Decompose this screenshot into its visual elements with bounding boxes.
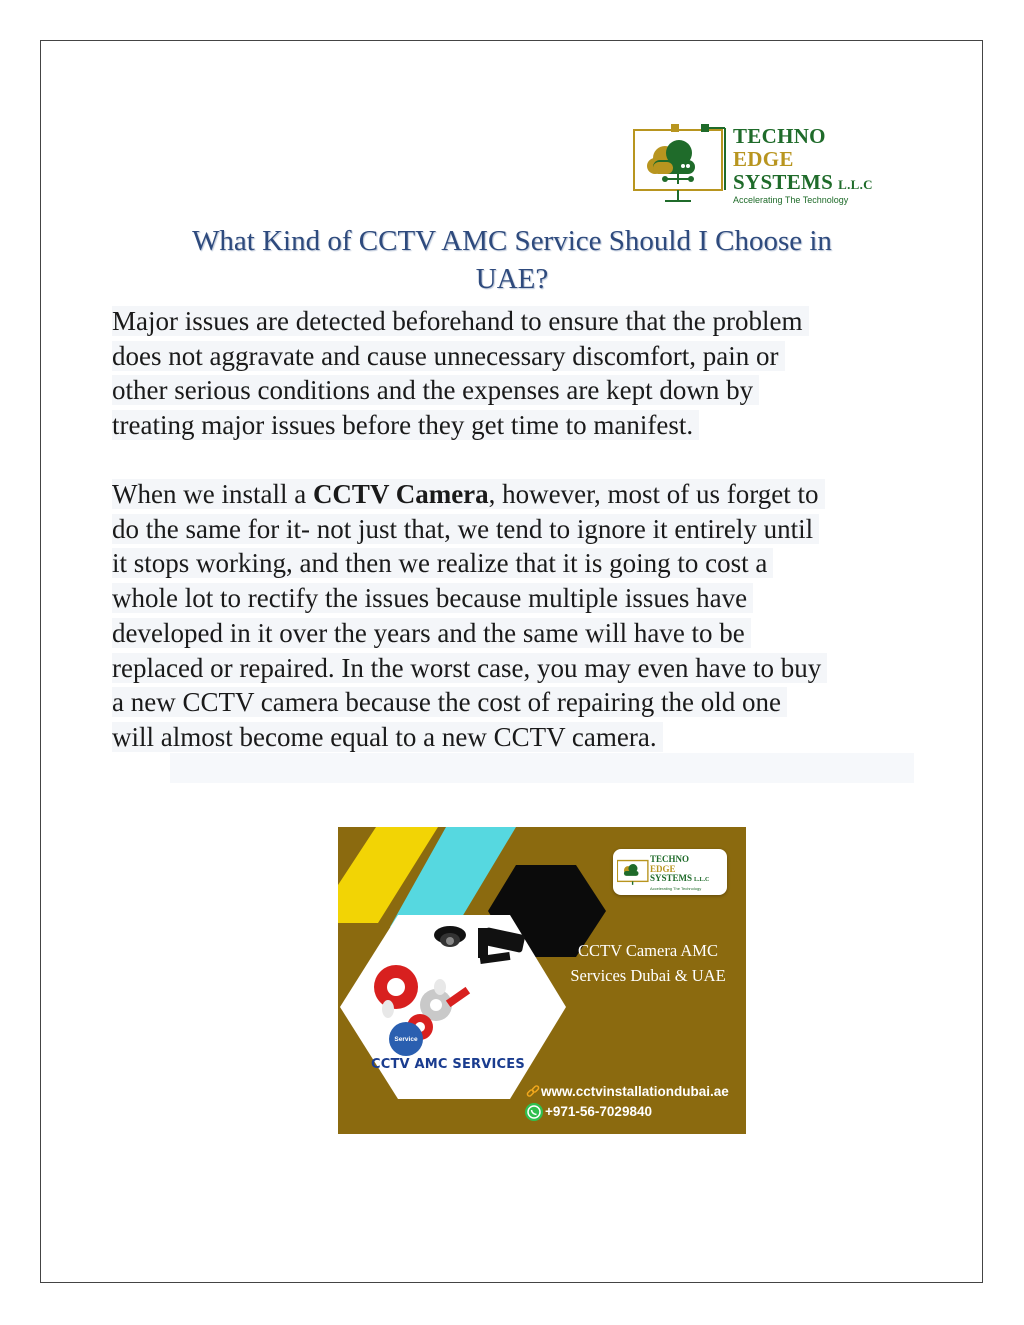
paragraph-line: a new CCTV camera because the cost of repairing the old one <box>112 685 912 720</box>
paragraph-intro <box>112 304 912 443</box>
paragraph-line: do the same for it- not just that, we tend to ignore it entirely until <box>112 512 912 547</box>
page-title-line1: What Kind of CCTV AMC Service Should I Choose in <box>192 225 832 257</box>
cloud-monitor-logo-icon <box>633 122 731 204</box>
logo-line-techno: TECHNO <box>733 124 826 148</box>
banner-heading-line1: CCTV Camera AMC <box>578 941 718 960</box>
paragraph-line: other serious conditions and the expenses are kept down by <box>112 373 912 408</box>
paragraph-line: When we install a CCTV Camera, however, most of us forget to <box>112 477 912 512</box>
paragraph-line: developed in it over the years and the same will have to be <box>112 616 912 651</box>
paragraph-line: will almost become equal to a new CCTV camera. <box>112 720 912 755</box>
paragraph-cctv <box>112 477 912 755</box>
paragraph-line: does not aggravate and cause unnecessary discomfort, pain or <box>112 339 912 374</box>
page-title-line2: UAE? <box>475 263 549 295</box>
banner-logo <box>613 849 727 895</box>
banner-heading-line2: Services Dubai & UAE <box>570 966 726 985</box>
logo-tagline: Accelerating The Technology <box>733 195 849 205</box>
banner-logo-edge: EDGE <box>650 863 676 874</box>
phone-number[interactable]: +971-56-7029840 <box>545 1104 652 1119</box>
page-title <box>112 222 912 298</box>
whatsapp-icon <box>524 1102 544 1122</box>
cloud-monitor-logo-icon <box>617 854 651 890</box>
amc-services-label: CCTV AMC SERVICES <box>371 1057 525 1072</box>
paragraph-line: treating major issues before they get time to manifest. <box>112 408 912 443</box>
text-shading <box>170 753 914 783</box>
banner-logo-systems: SYSTEMS L.L.C <box>650 873 710 883</box>
paragraph-line: Major issues are detected beforehand to ensure that the problem <box>112 304 912 339</box>
company-logo <box>633 122 903 204</box>
website-link[interactable]: www.cctvinstallationdubai.ae <box>541 1084 729 1099</box>
banner-heading <box>553 938 743 988</box>
paragraph-line: it stops working, and then we realize that it is going to cost a <box>112 546 912 581</box>
cctv-camera-keyword: CCTV Camera <box>312 479 489 509</box>
service-badge-text: Service <box>394 1036 418 1043</box>
logo-llc: L.L.C <box>838 177 873 192</box>
banner-logo-techno: TECHNO <box>650 854 690 864</box>
banner-logo-tagline: Accelerating The Technology <box>650 885 702 891</box>
paragraph-line: whole lot to rectify the issues because multiple issues have <box>112 581 912 616</box>
promo-banner <box>338 827 746 1134</box>
logo-line-edge: EDGE <box>733 147 794 171</box>
link-icon <box>526 1085 540 1099</box>
paragraph-line: replaced or repaired. In the worst case, you may even have to buy <box>112 651 912 686</box>
logo-line-systems <box>733 171 873 196</box>
logo-systems-word: SYSTEMS <box>733 170 834 194</box>
